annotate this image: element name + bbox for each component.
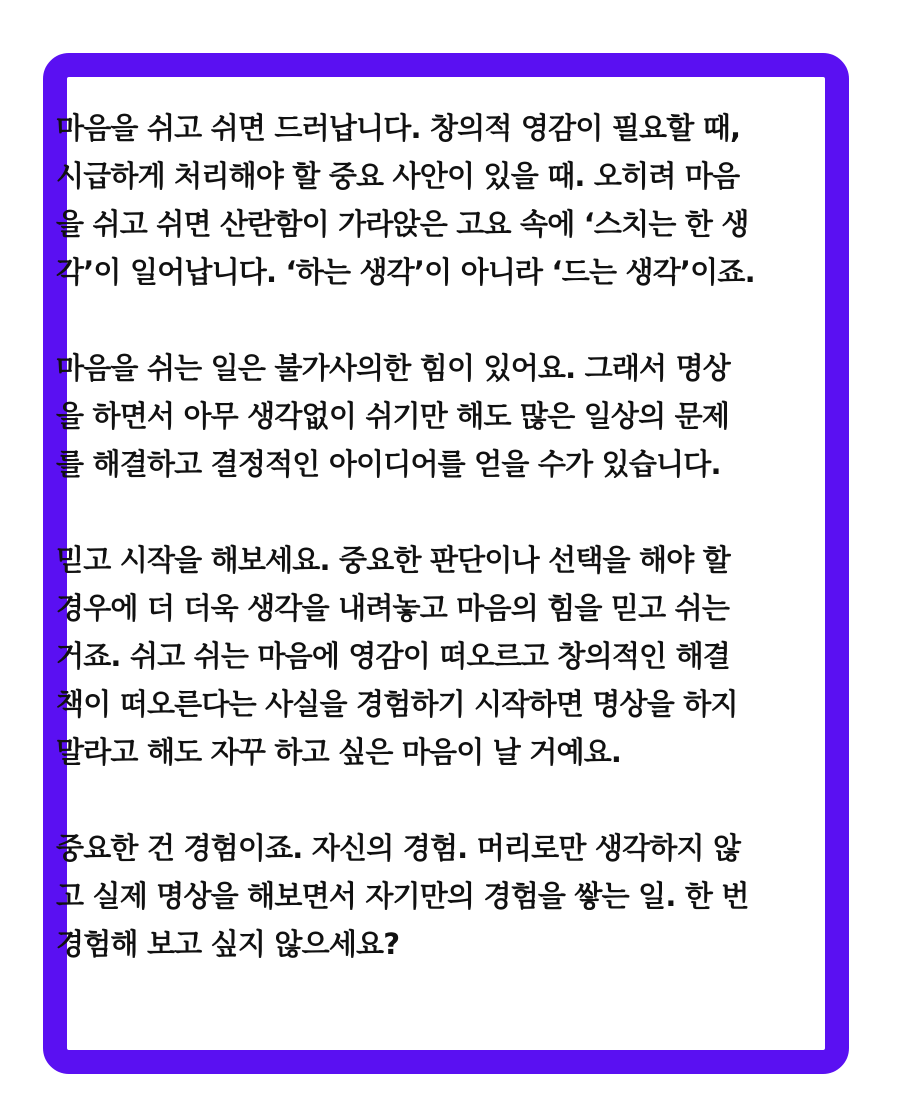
text-line: 거죠. 쉬고 쉬는 마음에 영감이 떠오르고 창의적인 해결 <box>56 639 730 673</box>
text-line: 고 실제 명상을 해보면서 자기만의 경험을 쌓는 일. 한 번 <box>56 879 749 913</box>
text-line: 마음을 쉬고 쉬면 드러납니다. 창의적 영감이 필요할 때, <box>56 111 741 145</box>
text-line: 을 쉬고 쉬면 산란함이 가라앉은 고요 속에 ‘스치는 한 생 <box>56 207 749 241</box>
text-line: 를 해결하고 결정적인 아이디어를 얻을 수가 있습니다. <box>56 447 721 481</box>
text-line: 마음을 쉬는 일은 불가사의한 힘이 있어요. 그래서 명상 <box>56 351 730 385</box>
paragraph-4 <box>56 824 756 968</box>
text-line: 말라고 해도 자꾸 하고 싶은 마음이 날 거예요. <box>56 735 622 769</box>
text-line: 믿고 시작을 해보세요. 중요한 판단이나 선택을 해야 할 <box>56 543 730 577</box>
text-line: 을 하면서 아무 생각없이 쉬기만 해도 많은 일상의 문제 <box>56 399 730 433</box>
text-line: 책이 떠오른다는 사실을 경험하기 시작하면 명상을 하지 <box>56 687 738 721</box>
text-line: 각’이 일어납니다. ‘하는 생각’이 아니라 ‘드는 생각’이죠. <box>56 255 755 289</box>
paragraph-3 <box>56 536 756 776</box>
text-body <box>56 104 756 1016</box>
text-line: 시급하게 처리해야 할 중요 사안이 있을 때. 오히려 마음 <box>56 159 740 193</box>
text-line: 중요한 건 경험이죠. 자신의 경험. 머리로만 생각하지 않 <box>56 831 741 865</box>
text-line: 경우에 더 더욱 생각을 내려놓고 마음의 힘을 믿고 쉬는 <box>56 591 730 625</box>
paragraph-2 <box>56 344 756 488</box>
text-line: 경험해 보고 싶지 않으세요? <box>56 927 400 961</box>
paragraph-1 <box>56 104 756 296</box>
